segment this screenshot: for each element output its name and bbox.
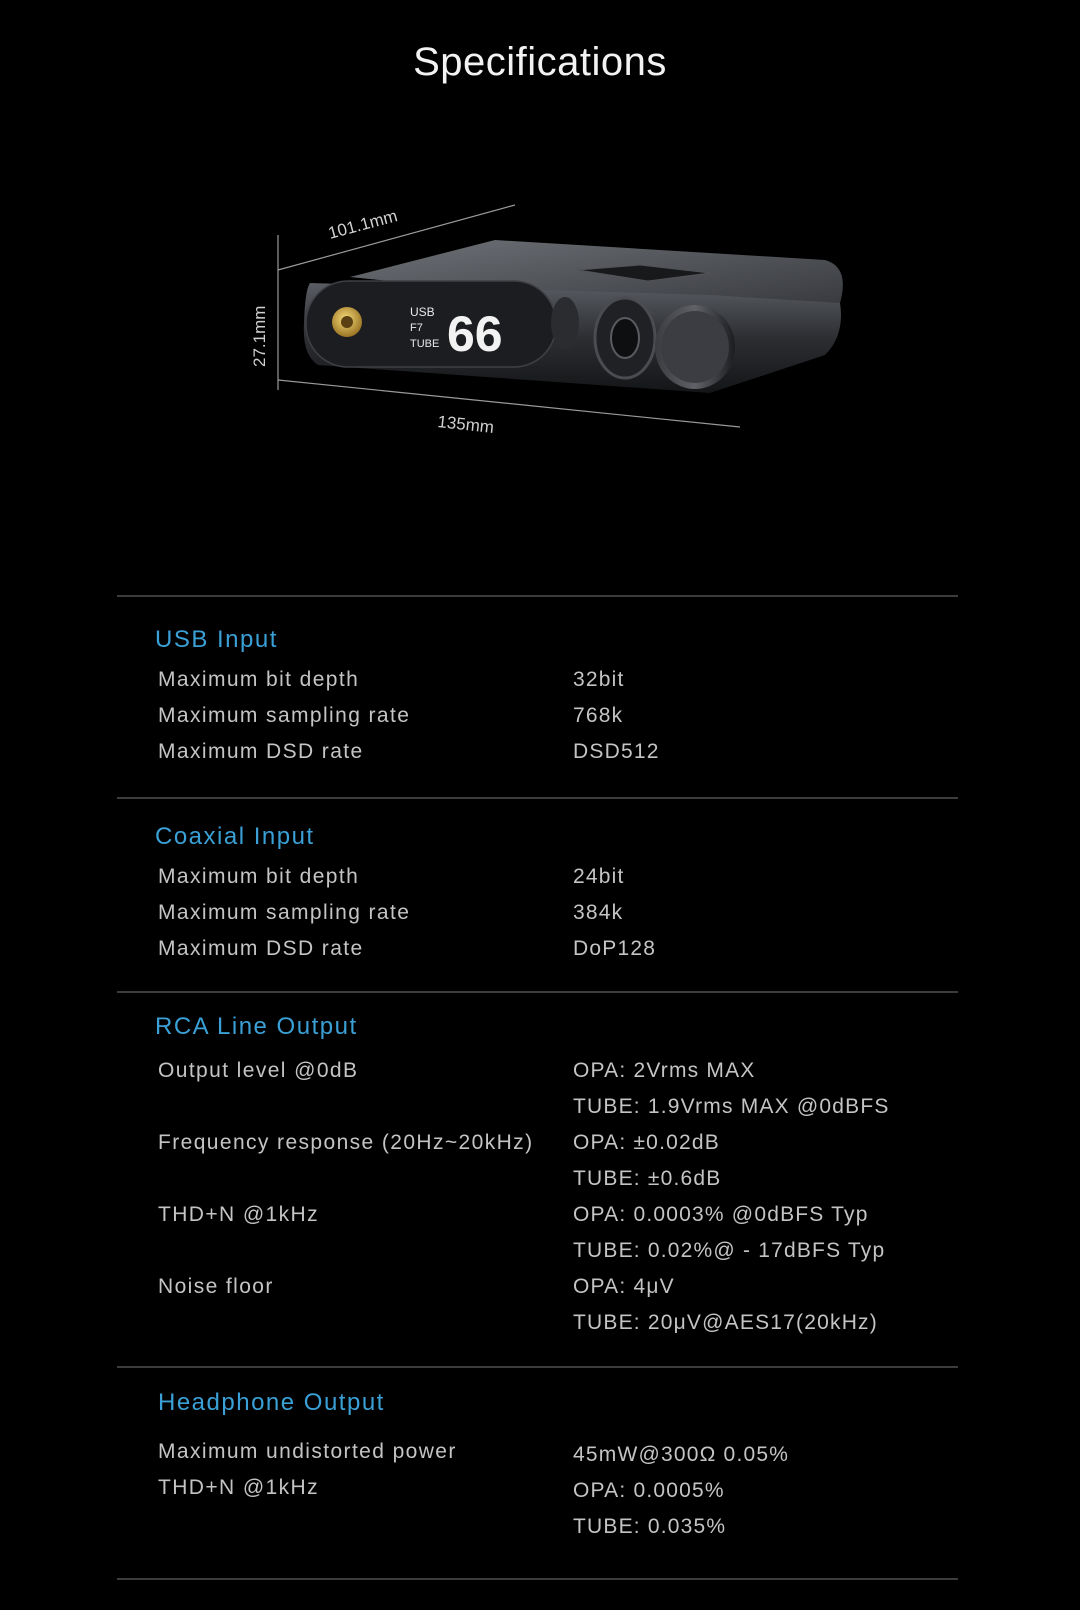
dimension-height-label: 27.1mm — [250, 305, 269, 367]
spec-row — [117, 662, 958, 698]
section-title: Headphone Output — [158, 1389, 385, 1416]
divider — [117, 1366, 958, 1368]
spec-value: 32bit — [573, 668, 625, 691]
spec-label: Noise floor — [158, 1275, 274, 1298]
spec-value: 24bit — [573, 865, 625, 888]
page-title: Specifications — [413, 40, 667, 84]
spec-label: Maximum bit depth — [158, 865, 360, 888]
spec-row — [117, 1125, 958, 1197]
section-title: Coaxial Input — [155, 823, 315, 850]
spec-value: 768k — [573, 704, 624, 727]
spec-row — [117, 698, 958, 734]
spec-label: THD+N @1kHz — [158, 1476, 319, 1499]
spec-label: Maximum sampling rate — [158, 704, 411, 727]
spec-value: TUBE: ±0.6dB — [573, 1167, 722, 1190]
spec-value: DoP128 — [573, 937, 657, 960]
product-image — [240, 195, 880, 465]
spec-label: Output level @0dB — [158, 1059, 359, 1082]
spec-label: Maximum undistorted power — [158, 1440, 457, 1463]
dimension-width-label: 101.1mm — [326, 206, 400, 243]
spec-label: Maximum DSD rate — [158, 740, 364, 763]
screen-line1: USB — [410, 305, 435, 319]
spec-row — [117, 734, 958, 770]
divider — [117, 797, 958, 799]
spec-row — [117, 859, 958, 895]
spec-value: OPA: ±0.02dB — [573, 1131, 720, 1154]
divider — [117, 1578, 958, 1580]
spec-value: 45mW@300Ω 0.05% — [573, 1443, 790, 1466]
section-title: USB Input — [155, 626, 278, 653]
dimension-length-label: 135mm — [436, 412, 495, 437]
spec-value: OPA: 2Vrms MAX — [573, 1059, 756, 1082]
section-title: RCA Line Output — [155, 1013, 358, 1040]
spec-value: DSD512 — [573, 740, 660, 763]
divider — [117, 991, 958, 993]
spec-value: OPA: 4μV — [573, 1275, 675, 1298]
spec-value: TUBE: 0.035% — [573, 1515, 727, 1538]
divider — [117, 595, 958, 597]
spec-row — [117, 1197, 958, 1269]
screen-line2: F7 — [410, 322, 423, 334]
spec-label: Frequency response (20Hz~20kHz) — [158, 1131, 534, 1154]
spec-label: Maximum sampling rate — [158, 901, 411, 924]
screen-line3: TUBE — [410, 338, 440, 350]
spec-label: Maximum DSD rate — [158, 937, 364, 960]
spec-row — [117, 1269, 958, 1341]
spec-value: TUBE: 0.02%@ - 17dBFS Typ — [573, 1239, 886, 1262]
spec-value: 384k — [573, 901, 624, 924]
spec-row — [117, 895, 958, 931]
spec-row — [117, 1053, 958, 1125]
spec-row — [117, 931, 958, 967]
screen-volume: 66 — [447, 306, 503, 362]
spec-value: TUBE: 1.9Vrms MAX @0dBFS — [573, 1095, 890, 1118]
spec-value: OPA: 0.0003% @0dBFS Typ — [573, 1203, 869, 1226]
spec-value: TUBE: 20μV@AES17(20kHz) — [573, 1311, 878, 1334]
spec-row — [117, 1434, 958, 1542]
spec-value: OPA: 0.0005% — [573, 1479, 725, 1502]
spec-label: THD+N @1kHz — [158, 1203, 319, 1226]
spec-label: Maximum bit depth — [158, 668, 360, 691]
